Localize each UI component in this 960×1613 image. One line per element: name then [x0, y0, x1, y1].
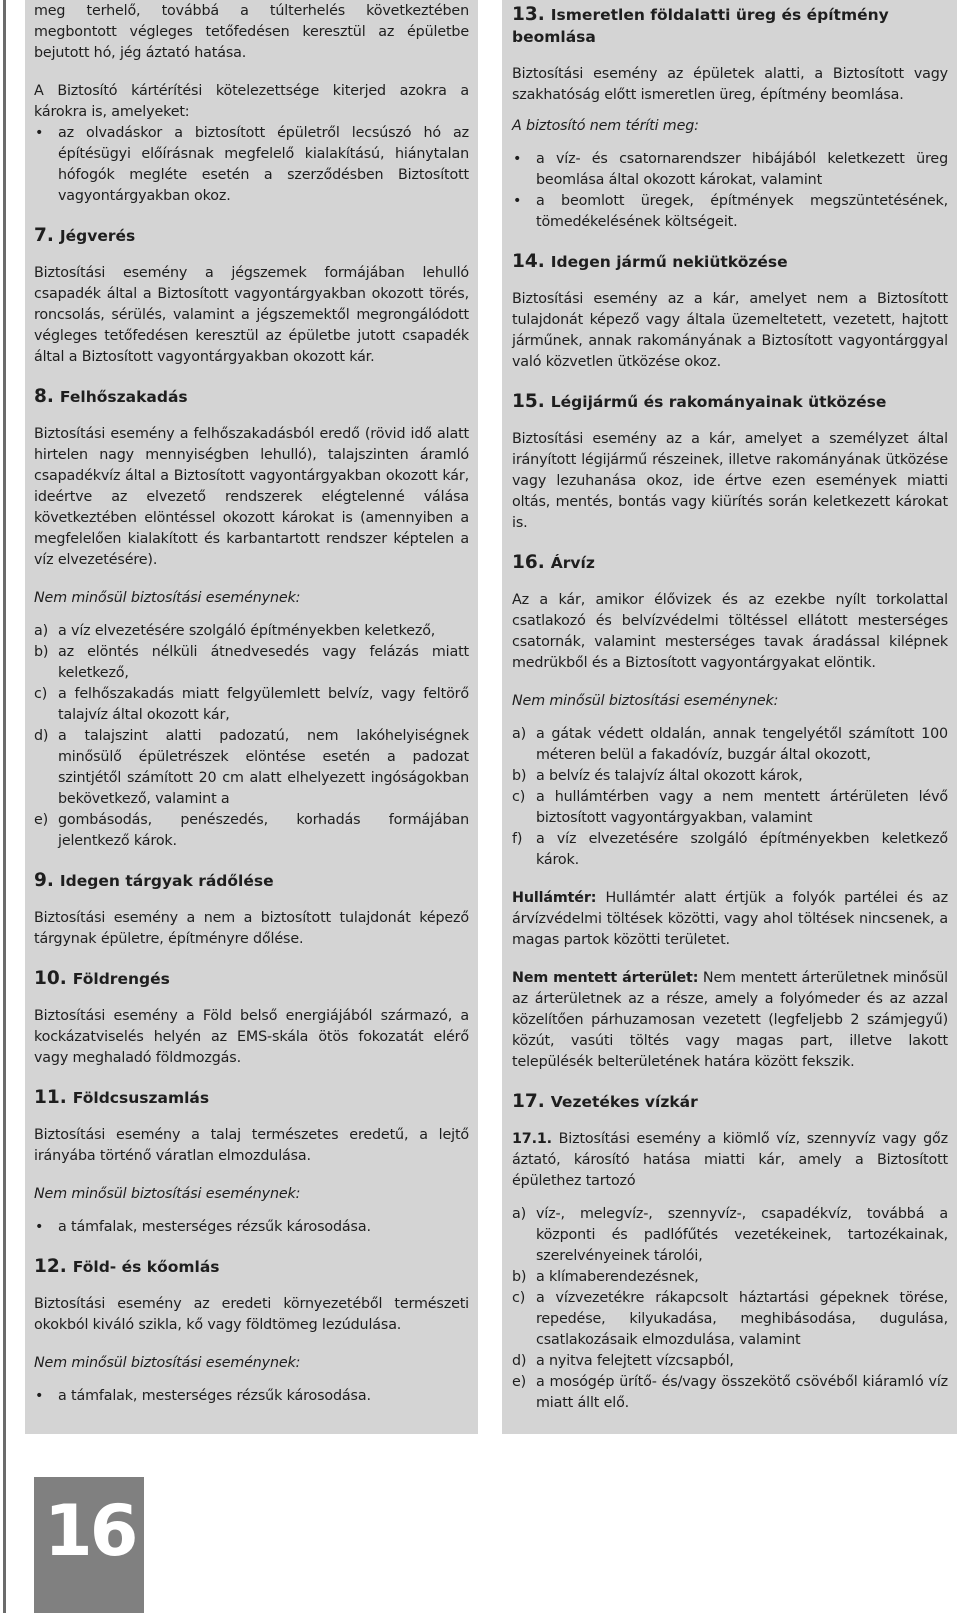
section-paragraph: Biztosítási esemény a Föld belső energiájából származó, a kockázatviselés helyén az EMS-skála ötös fokozatát elérő vagy meghaladó földmozgás. — [34, 1008, 469, 1066]
list-item: • a víz- és csatornarendszer hibájából keletkezett üreg beomlása által okozott károkat, valamint — [512, 149, 948, 191]
exclusion-label: A biztosító nem téríti meg: — [512, 118, 699, 134]
section-paragraph: Biztosítási esemény az eredeti környezetéből természeti okokból kiváló szikla, kő vagy földtömeg lezúdulása. — [34, 1296, 469, 1333]
section-paragraph: Biztosítási esemény a felhőszakadásból eredő (rövid idő alatt hirtelen nagy mennyiségben lehulló), talajszinten áramló csapadékvíz által a Biztosított vagyontárgyakban okozott kár, ideértve az elvezető rendszerek elégtelenné válása következtében elöntéssel okozott károkat is (amennyiben a megfelelően kialakított és karbantartott rendszer képtelen a víz elvezetésére). — [34, 426, 469, 568]
section-paragraph: Biztosítási esemény az a kár, amelyet a személyzet által irányított légijármű részeinek, illetve rakományának ütközése vagy lezuhanása okoz, ide értve ezen események miatti oltás, mentés, bontás vagy kiürítés során keletkezett károkat is. — [512, 431, 948, 531]
exclusion-label: Nem minősül biztosítási eseménynek: — [34, 1186, 301, 1202]
section-paragraph: Biztosítási esemény az a kár, amelyet nem a Biztosított tulajdonát képező vagy általa üzemeltetett, vezetett, hajtott járműnek, annak rakományának a Biztosított vagyontárggyal való közvetlen ütközése okoz. — [512, 291, 948, 370]
section-heading-7: 7. Jégverés — [34, 225, 136, 246]
section-heading-17: 17. Vezetékes vízkár — [512, 1091, 698, 1112]
bullet-list — [512, 149, 948, 233]
section-heading-8: 8. Felhőszakadás — [34, 386, 188, 407]
section-heading-12: 12. Föld- és kőomlás — [34, 1256, 220, 1277]
exclusion-label: Nem minősül biztosítási eseménynek: — [34, 1355, 301, 1371]
list-item: d) a nyitva felejtett vízcsapból, — [512, 1353, 734, 1369]
section-paragraph: Biztosítási esemény a talaj természetes eredetű, a lejtő irányába történő váratlan elmozdulása. — [34, 1127, 469, 1164]
exclusion-label: Nem minősül biztosítási eseménynek: — [512, 693, 779, 709]
list-item: c) a felhőszakadás miatt felgyülemlett belvíz, vagy feltörő talajvíz által okozott kár, — [34, 686, 469, 723]
list-item: c) a vízvezetékre rákapcsolt háztartási gépeknek törése, repedése, kilyukadása, meghibásodása, dugulása, csatlakozásaik elmozdulása, valamint — [512, 1290, 948, 1348]
list-item: a) víz-, melegvíz-, szennyvíz-, csapadékvíz, továbbá a központi és padlófűtés vezetékeinek, tartozékainak, szerelvényeinek tárolói, — [512, 1206, 948, 1264]
section-heading-10: 10. Földrengés — [34, 968, 170, 989]
list-item: b) a klímaberendezésnek, — [512, 1269, 699, 1285]
left-column — [25, 0, 478, 1434]
section-heading-13: 13. Ismeretlen földalatti üreg és építmény beomlása — [512, 4, 889, 46]
list-item: b) az elöntés nélküli átnedvesedés vagy felázás miatt keletkező, — [34, 644, 469, 681]
list-item: • a támfalak, mesterséges rézsűk károsodása. — [34, 1217, 469, 1238]
exclusion-list — [34, 621, 469, 852]
bullet-list — [34, 1217, 469, 1238]
exclusion-label: Nem minősül biztosítási eseménynek: — [34, 590, 301, 606]
section-paragraph: Az a kár, amikor élővizek és az ezekbe nyílt torkolattal csatlakozó és belvízvédelmi töltéssel ellátott mesterséges csatornák, valamint mesterséges tavak áradással kilépnek medrükből és a Biztosított vagyontárgyakat elöntik. — [512, 592, 948, 671]
list-item: b) a belvíz és talajvíz által okozott károk, — [512, 768, 803, 784]
left-margin-rule — [3, 0, 6, 1613]
bullet-list — [34, 1386, 469, 1407]
section-paragraph: Biztosítási esemény a jégszemek formájában lehulló csapadék által a Biztosított vagyontárgyakban okozott törés, roncsolás, sérülés, valamint a jégszemektől megrongálódott végleges tetőfedésen keresztül az épületbe jutott csapadék által a Biztosított vagyontárgyakban okozott kár. — [34, 265, 469, 365]
bullet-list — [34, 123, 469, 207]
list-item: e) a mosógép ürítő- és/vagy összekötő csövéből kiáramló víz miatt állt elő. — [512, 1374, 948, 1411]
section-heading-15: 15. Légijármű és rakományainak ütközése — [512, 391, 887, 412]
intro-paragraph: A Biztosító kártérítési kötelezettsége kiterjed azokra a károkra is, amelyeket: — [34, 83, 469, 120]
list-item: a) a víz elvezetésére szolgáló építményekben keletkező, — [34, 623, 436, 639]
list-item: • a támfalak, mesterséges rézsűk károsodása. — [34, 1386, 469, 1407]
section-heading-11: 11. Földcsuszamlás — [34, 1087, 210, 1108]
list-item: e) gombásodás, penészedés, korhadás formájában jelentkező károk. — [34, 812, 469, 849]
right-column — [502, 0, 957, 1434]
section-paragraph: Biztosítási esemény az épületek alatti, a Biztosított vagy szakhatóság előtt ismeretlen üreg, építmény beomlása. — [512, 66, 948, 103]
water-damage-list — [512, 1204, 948, 1414]
section-heading-9: 9. Idegen tárgyak rádőlése — [34, 870, 274, 891]
list-item: a) a gátak védett oldalán, annak tengelyétől számított 100 méteren belül a fakadóvíz, buzgár által okozott, — [512, 726, 948, 763]
list-item: c) a hullámtérben vagy a nem mentett ártérületen lévő biztosított vagyontárgyakban, valamint — [512, 789, 948, 826]
subsection-paragraph-17-1: 17.1. Biztosítási esemény a kiömlő víz, szennyvíz vagy gőz áztató, károsító hatása miatti kár, amely a Biztosított épülethez tartozó — [512, 1131, 948, 1189]
list-item: d) a talajszint alatti padozatú, nem lakóhelyiségnek minősülő épületrészek elöntése esetén a padozat szintjétől számított 20 cm alatt elhelyezett ingóságokban bekövetkező, valamint a — [34, 728, 469, 807]
section-heading-14: 14. Idegen jármű nekiütközése — [512, 251, 788, 272]
intro-paragraph: meg terhelő, továbbá a túlterhelés következtében megbontott végleges tetőfedésen keresztül az épületbe bejutott hó, jég áztató hatása. — [34, 3, 469, 61]
list-item: • az olvadáskor a biztosított épületről lecsúszó hó az építésügyi előírásnak megfelelő kialakítású, hiánytalan hófogók megléte esetén a szerződésben Biztosított vagyontárgyakban okoz. — [34, 123, 469, 207]
list-item: • a beomlott üregek, építmények megszüntetésének, tömedékelésének költségeit. — [512, 191, 948, 233]
definition-hullamter: Hullámtér: Hullámtér alatt értjük a folyók partélei és az árvízvédelmi töltések közötti, vagy ahol töltések nincsenek, a magas partok közötti területet. — [512, 890, 948, 948]
page-number: 16 — [44, 1490, 136, 1572]
section-paragraph: Biztosítási esemény a nem a biztosított tulajdonát képező tárgynak épületre, építményre dőlése. — [34, 910, 469, 947]
exclusion-list — [512, 724, 948, 871]
definition-nem-mentett-arterulet: Nem mentett árterület: Nem mentett árterületnek minősül az árterületnek az a része, amely a folyómeder és az azzal közelítően párhuzamosan vezetett (legfeljebb 2 számjegyű) közút, vasúti töltés vagy magas part, illetve lakott településék belterületének határa között fekszik. — [512, 970, 948, 1070]
section-heading-16: 16. Árvíz — [512, 552, 595, 573]
list-item: f) a víz elvezetésére szolgáló építményekben keletkező károk. — [512, 831, 948, 868]
